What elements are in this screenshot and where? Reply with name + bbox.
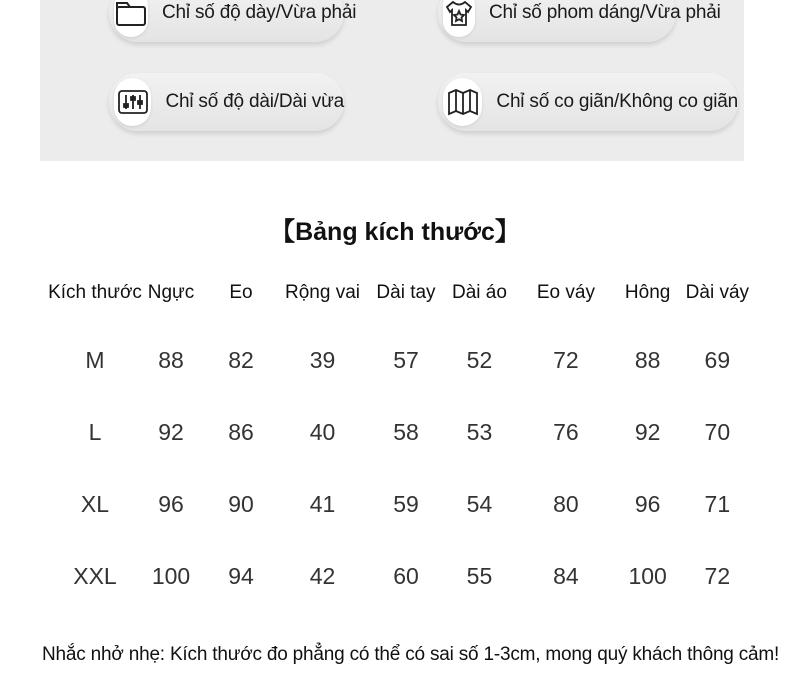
table-cell: 100 (628, 562, 667, 589)
table-cell: 92 (158, 418, 184, 445)
header-cell: Ngực (147, 282, 195, 303)
table-cell: 39 (309, 346, 336, 373)
table-cell: 96 (634, 490, 661, 517)
table-cell: 72 (704, 562, 731, 589)
table-cell: 40 (309, 418, 336, 445)
table-cell: 53 (466, 418, 493, 445)
table-cell: 88 (634, 346, 661, 373)
length-index-pill (109, 73, 344, 131)
table-row (45, 324, 764, 396)
index-label: Chỉ số độ dày/Vừa phải (162, 2, 357, 23)
table-cell: XXL (73, 562, 117, 589)
table-cell: 96 (158, 490, 184, 517)
fit-index-pill (438, 0, 721, 42)
length-adjust-icon (114, 78, 151, 126)
header-cell: Dài áo (452, 282, 507, 303)
table-cell: 52 (466, 346, 493, 373)
table-cell: XL (80, 490, 110, 517)
table-row (45, 468, 764, 540)
table-cell: 72 (553, 346, 579, 373)
table-cell: 57 (393, 346, 419, 373)
table-cell: 94 (228, 562, 254, 589)
table-cell: 58 (393, 418, 419, 445)
product-indices-panel (40, 0, 744, 161)
table-cell: 88 (158, 346, 184, 373)
header-cell: Eo váy (536, 282, 595, 303)
thickness-index-pill (109, 0, 357, 42)
stretch-index-pill (438, 73, 738, 131)
header-cell: Hông (624, 282, 671, 303)
table-cell: M (85, 346, 105, 373)
table-cell: L (88, 418, 102, 445)
table-cell: 71 (704, 490, 731, 517)
table-row (45, 540, 764, 612)
index-label: Chỉ số độ dài/Dài vừa (165, 91, 344, 112)
header-cell: Dài váy (685, 282, 750, 303)
measurement-note: Nhắc nhở nhẹ: Kích thước đo phẳng có thể có sai số 1-3cm, mong quý khách thông cảm! (42, 644, 780, 665)
table-cell: 59 (393, 490, 419, 517)
header-cell: Dài tay (376, 282, 436, 303)
table-cell: 82 (228, 346, 254, 373)
header-cell: Rộng vai (285, 282, 360, 303)
size-chart-table (45, 262, 764, 612)
table-cell: 76 (553, 418, 579, 445)
table-cell: 70 (704, 418, 731, 445)
header-cell: Kích thước (48, 282, 142, 303)
table-header-row (45, 262, 764, 324)
fabric-thickness-icon (114, 0, 148, 37)
table-cell: 90 (228, 490, 254, 517)
table-cell: 60 (393, 562, 419, 589)
index-label: Chỉ số phom dáng/Vừa phải (489, 2, 721, 23)
table-cell: 84 (553, 562, 579, 589)
table-cell: 55 (466, 562, 493, 589)
table-cell: 54 (466, 490, 493, 517)
stretch-fabric-icon (443, 78, 482, 126)
size-chart-title: 【Bảng kích thước】 (270, 218, 520, 246)
table-cell: 80 (553, 490, 579, 517)
table-row (45, 396, 764, 468)
table-cell: 42 (309, 562, 336, 589)
table-cell: 69 (704, 346, 731, 373)
index-label: Chỉ số co giãn/Không co giãn (496, 91, 738, 112)
header-cell: Eo (229, 282, 253, 303)
shirt-fit-icon (443, 0, 475, 37)
table-cell: 86 (228, 418, 254, 445)
table-cell: 92 (634, 418, 661, 445)
table-cell: 41 (309, 490, 336, 517)
table-cell: 100 (151, 562, 191, 589)
